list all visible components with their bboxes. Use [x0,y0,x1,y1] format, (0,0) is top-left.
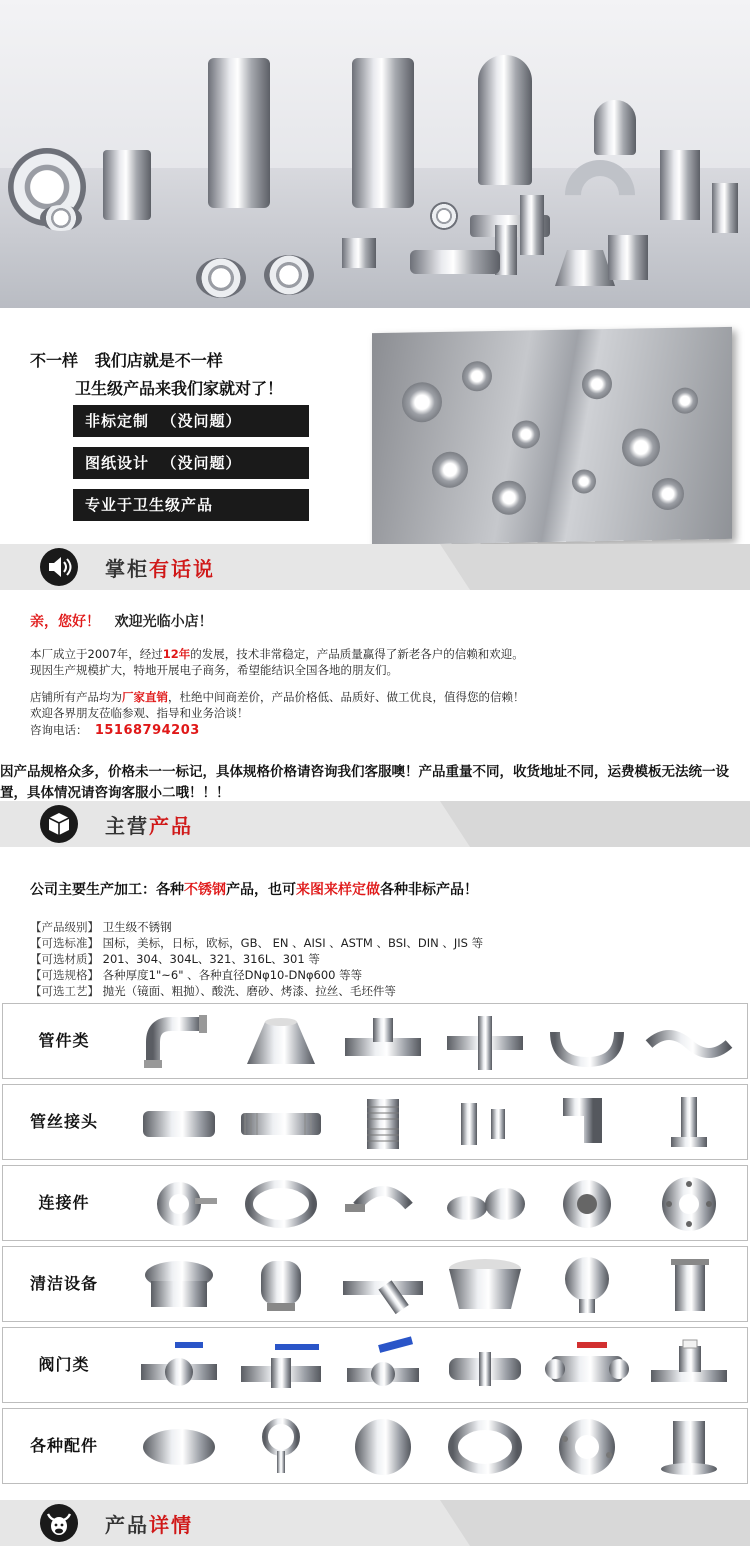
bag-filter-icon[interactable] [643,1255,735,1315]
butterfly-handle-valve-icon[interactable] [337,1336,429,1396]
flange-plate-icon[interactable] [541,1417,633,1477]
hose-tail-part [712,183,738,233]
clamp-part [196,258,246,298]
feature-box-drawing: 图纸设计 （没问题） [73,447,309,479]
ferrule-part [40,205,82,231]
hose-tail-icon[interactable] [643,1417,735,1477]
flanged-ball-valve-icon[interactable] [541,1336,633,1396]
spec-line: 【可选工艺】 抛光（镜面、粗抛）、酸洗、磨砂、烤漆、拉丝、毛坯件等 [30,984,396,998]
tank-lid-icon[interactable] [439,1255,531,1315]
tee-icon[interactable] [337,1012,429,1072]
category-label: 管丝接头 [29,1112,98,1131]
clamp-ferrule-icon[interactable] [133,1174,225,1234]
category-row[interactable] [2,1246,748,1322]
y-tee-part [660,150,700,220]
section-title: 产品详情 [105,1513,193,1537]
socket-icon[interactable] [133,1093,225,1153]
category-label: 连接件 [38,1193,90,1212]
category-row[interactable] [2,1165,748,1241]
filter-housing-part [208,58,270,208]
category-label: 各种配件 [29,1436,98,1455]
intro-paragraph-2: 现因生产规模扩大，特地开展电子商务，希望能结识全国各地的朋友们。 [30,663,398,677]
pipe-clamp-icon[interactable] [235,1174,327,1234]
elbow-icon[interactable] [133,1012,225,1072]
check-valve-icon[interactable] [439,1336,531,1396]
sight-glass-part [103,150,151,220]
pipe-part [410,250,500,274]
spec-line: 【可选标准】 国标，美标，日标，欧标，GB、 EN 、AISI 、ASTM 、BSI、DIN 、JIS 等 [30,936,484,950]
spec-line: 【可选规格】 各种厚度1"~6" 、各种直径DNφ10-DNφ600 等等 [30,968,363,982]
concentric-reducer-part [608,235,648,280]
hex-nipple-part [342,238,376,268]
section-header-products [0,801,750,847]
reducer-icon[interactable] [235,1012,327,1072]
category-label: 管件类 [38,1031,90,1050]
spec-line: 【可选材质】 201、304、304L、321、316L、301 等 [30,952,320,966]
tri-clamp-icon[interactable] [337,1174,429,1234]
diaphragm-valve-icon[interactable] [643,1336,735,1396]
phone-line: 咨询电话： 15168794203 [30,723,200,738]
section-header-shopkeeper [0,544,750,590]
breather-part [594,100,636,155]
category-row[interactable] [2,1003,748,1079]
end-cap-icon[interactable] [133,1417,225,1477]
spray-ball-icon[interactable] [541,1255,633,1315]
slogan-line-2: 卫生级产品来我们家就对了！ [75,379,284,398]
blind-disc-icon[interactable] [337,1417,429,1477]
intro-paragraph-1: 本厂成立于2007年，经过12年的发展，技术非常稳定，产品质量赢得了新老各户的信赖和欢迎。 [30,647,524,661]
gasket-ring-icon[interactable] [439,1417,531,1477]
air-filter-icon[interactable] [235,1255,327,1315]
threaded-pipe-icon[interactable] [235,1093,327,1153]
spray-ball-part [430,202,458,230]
spec-line: 【产品级别】 卫生级不锈钢 [30,920,172,934]
ox-head-icon [40,1504,78,1542]
s-bend-icon[interactable] [643,1012,735,1072]
y-strainer-icon[interactable] [337,1255,429,1315]
feature-box-sanitary: 专业于卫生级产品 [73,489,309,521]
union-elbow-icon[interactable] [541,1093,633,1153]
catalog-photo [372,327,732,545]
cross-icon[interactable] [439,1012,531,1072]
pipe-support-icon[interactable] [235,1417,327,1477]
company-statement: 公司主要生产加工：各种不锈钢产品，也可来图来样定做各种非标产品！ [30,882,478,898]
category-label: 阀门类 [38,1355,90,1374]
hose-adapter-icon[interactable] [643,1093,735,1153]
slogan-line-1: 不一样 我们店就是不一样 [30,351,223,370]
flange-icon[interactable] [643,1174,735,1234]
section-title: 主营产品 [105,814,193,838]
shipping-notice: 因产品规格众多，价格未一一标记，具体规格价格请咨询我们客服噢！产品重量不同，收货地址不同，运费模板无法统一设置，具体情况请咨询客服小二哦！！！ [0,764,729,801]
category-row[interactable] [2,1084,748,1160]
u-bend-icon[interactable] [541,1012,633,1072]
section-header-details [0,1500,750,1546]
category-row[interactable] [2,1408,748,1484]
intro-paragraph-4: 欢迎各界朋友莅临参观、指导和业务洽谈！ [30,706,249,720]
hex-nipple-icon[interactable] [337,1093,429,1153]
category-row[interactable] [2,1327,748,1403]
butterfly-valve-icon[interactable] [133,1336,225,1396]
ball-valve-icon[interactable] [235,1336,327,1396]
category-label: 清洁设备 [29,1274,98,1293]
cross-part [520,195,544,255]
section-title: 掌柜有话说 [105,557,215,581]
nipple-icon[interactable] [439,1093,531,1153]
intro-paragraph-3: 店铺所有产品均为厂家直销，杜绝中间商差价，产品价格低、品质好、做工优良，值得您的信赖！ [30,690,525,704]
filter-tank-part [478,55,532,185]
speaker-icon [40,548,78,586]
greeting: 亲，您好！ 欢迎光临小店！ [30,614,213,630]
manhole-cover-icon[interactable] [133,1255,225,1315]
phone-number[interactable]: 15168794203 [94,723,200,738]
filter-housing-part [352,58,414,208]
box-icon [40,805,78,843]
union-icon[interactable] [541,1174,633,1234]
feature-box-custom: 非标定制 （没问题） [73,405,309,437]
clamp-part [264,255,314,295]
hero-banner [0,0,750,308]
ferrule-icon[interactable] [439,1174,531,1234]
